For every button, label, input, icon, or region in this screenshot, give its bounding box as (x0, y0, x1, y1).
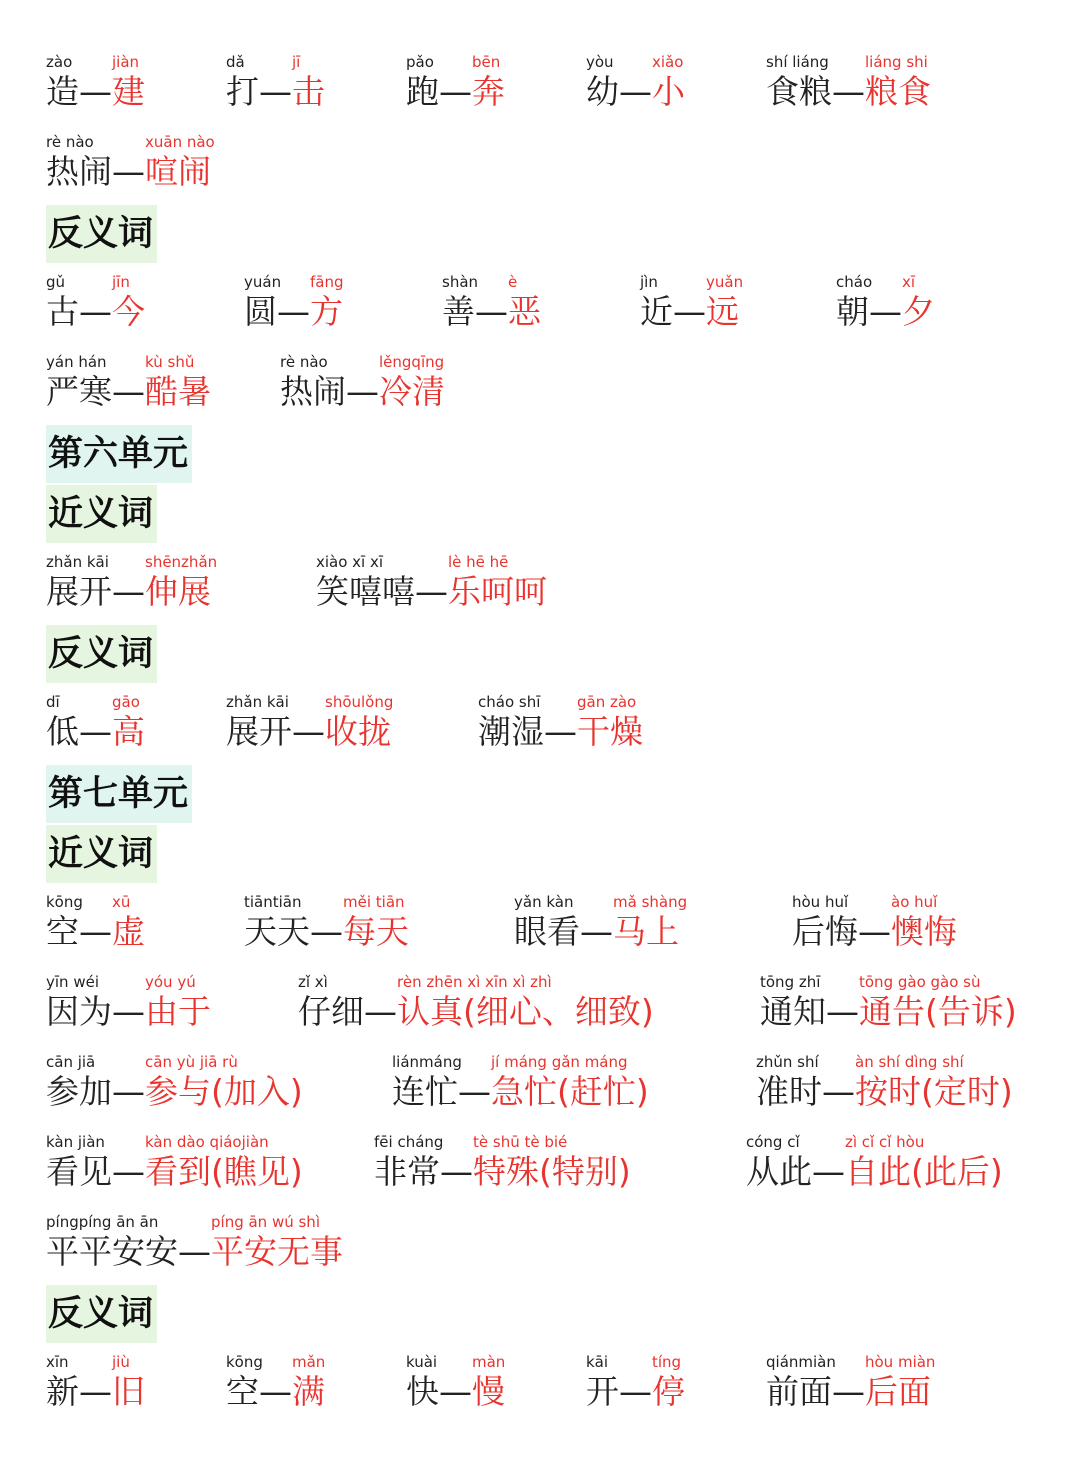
hanzi-line (374, 1151, 631, 1193)
pinyin-word2: jí máng gǎn máng (491, 1053, 628, 1071)
word2: 特殊(特别) (473, 1152, 631, 1191)
section-heading: 第七单元 (46, 765, 192, 823)
pinyin-word1: cháo shī (478, 693, 541, 711)
hanzi-line (46, 711, 145, 753)
pinyin-word2: xū (112, 893, 131, 911)
pinyin-word2: zì cǐ cǐ hòu (845, 1133, 925, 1151)
hanzi-line (46, 1151, 303, 1193)
word1: 展开 (226, 712, 292, 751)
pinyin-word2: yuǎn (706, 273, 744, 291)
dash-separator: — (310, 912, 343, 951)
word1: 新 (46, 1372, 79, 1411)
dash-separator: — (112, 992, 145, 1031)
pinyin-word1: kōng (46, 893, 83, 911)
word1: 开 (586, 1372, 619, 1411)
pinyin-word1: pǎo (406, 53, 434, 71)
word2: 击 (292, 72, 325, 111)
hanzi-line (746, 1151, 1003, 1193)
dash-separator: — (832, 72, 865, 111)
dash-separator: — (544, 712, 577, 751)
pinyin-word1: píngpíng ān ān (46, 1213, 159, 1231)
hanzi-line (46, 991, 211, 1033)
word2: 夕 (902, 292, 935, 331)
pinyin-word2: bēn (472, 53, 501, 71)
word1: 平平安安 (46, 1232, 178, 1271)
pinyin-word1: kāi (586, 1353, 609, 1371)
word2: 旧 (112, 1372, 145, 1411)
section-heading: 近义词 (46, 825, 157, 883)
word1: 热闹 (46, 152, 112, 191)
word2: 伸展 (145, 572, 211, 611)
word1: 仔细 (298, 992, 364, 1031)
pinyin-word2: yóu yú (145, 973, 196, 991)
pinyin-word2: hòu miàn (865, 1353, 936, 1371)
dash-separator: — (79, 712, 112, 751)
dash-separator: — (580, 912, 613, 951)
hanzi-line (392, 1071, 649, 1113)
hanzi-line (46, 1231, 343, 1273)
pinyin-word2: shēnzhǎn (145, 553, 218, 571)
word2: 高 (112, 712, 145, 751)
pinyin-word1: rè nào (280, 353, 328, 371)
pinyin-word2: jī (292, 53, 301, 71)
pinyin-word2: è (508, 273, 518, 291)
pinyin-word2: àn shí dìng shí (855, 1053, 964, 1071)
word1: 古 (46, 292, 79, 331)
word2: 慢 (472, 1372, 505, 1411)
word2: 酷暑 (145, 372, 211, 411)
word1: 后悔 (792, 912, 858, 951)
dash-separator: — (259, 72, 292, 111)
hanzi-line (756, 1071, 1013, 1113)
pinyin-word1: yǎn kàn (514, 893, 574, 911)
pinyin-word2: gān zào (577, 693, 637, 711)
word2: 平安无事 (211, 1232, 343, 1271)
pinyin-word1: tiāntiān (244, 893, 302, 911)
word1: 参加 (46, 1072, 112, 1111)
hanzi-line (244, 911, 409, 953)
pinyin-word1: jìn (640, 273, 658, 291)
word1: 笑嘻嘻 (316, 572, 415, 611)
word1: 近 (640, 292, 673, 331)
word1: 跑 (406, 72, 439, 111)
pinyin-word1: zhǎn kāi (226, 693, 289, 711)
pinyin-word2: mǎ shàng (613, 893, 688, 911)
word2: 喧闹 (145, 152, 211, 191)
pinyin-word1: rè nào (46, 133, 94, 151)
section-heading: 反义词 (46, 205, 157, 263)
pinyin-word2: rèn zhēn xì xīn xì zhì (397, 973, 552, 991)
hanzi-line (46, 911, 145, 953)
pinyin-word1: gǔ (46, 273, 66, 291)
word1: 朝 (836, 292, 869, 331)
hanzi-line (514, 911, 679, 953)
section-heading: 第六单元 (46, 425, 192, 483)
pinyin-word2: tōng gào gào sù (859, 973, 981, 991)
word1: 连忙 (392, 1072, 458, 1111)
word1: 前面 (766, 1372, 832, 1411)
section-heading: 反义词 (46, 625, 157, 683)
pinyin-word2: jiù (112, 1353, 130, 1371)
dash-separator: — (277, 292, 310, 331)
word2: 奔 (472, 72, 505, 111)
word1: 从此 (746, 1152, 812, 1191)
pinyin-word1: yīn wéi (46, 973, 99, 991)
dash-separator: — (458, 1072, 491, 1111)
section-heading: 近义词 (46, 485, 157, 543)
pinyin-word1: xiào xī xī (316, 553, 384, 571)
pinyin-word2: fāng (310, 273, 344, 291)
word2: 今 (112, 292, 145, 331)
word1: 热闹 (280, 372, 346, 411)
pinyin-word2: jīn (112, 273, 130, 291)
word2: 粮食 (865, 72, 931, 111)
pinyin-word2: cān yù jiā rù (145, 1053, 238, 1071)
dash-separator: — (178, 1232, 211, 1271)
word2: 小 (652, 72, 685, 111)
dash-separator: — (440, 1152, 473, 1191)
word1: 快 (406, 1372, 439, 1411)
pinyin-word1: shàn (442, 273, 479, 291)
hanzi-line (226, 1371, 325, 1413)
word2: 懊悔 (891, 912, 957, 951)
hanzi-line (46, 571, 211, 613)
hanzi-line (316, 571, 547, 613)
hanzi-line (46, 291, 145, 333)
dash-separator: — (812, 1152, 845, 1191)
pinyin-word1: zhǔn shí (756, 1053, 819, 1071)
word1: 通知 (760, 992, 826, 1031)
dash-separator: — (364, 992, 397, 1031)
pinyin-word1: zào (46, 53, 73, 71)
word2: 由于 (145, 992, 211, 1031)
hanzi-line (766, 1371, 931, 1413)
pinyin-word2: lěngqīng (379, 353, 445, 371)
pinyin-word1: kuài (406, 1353, 438, 1371)
word2: 干燥 (577, 712, 643, 751)
dash-separator: — (112, 1152, 145, 1191)
pinyin-word2: lè hē hē (448, 553, 509, 571)
pinyin-word2: xī (902, 273, 916, 291)
word2: 认真(细心、细致) (397, 992, 654, 1031)
word2: 远 (706, 292, 739, 331)
word1: 善 (442, 292, 475, 331)
hanzi-line (280, 371, 445, 413)
pinyin-word1: yòu (586, 53, 614, 71)
hanzi-line (760, 991, 1017, 1033)
hanzi-line (442, 291, 541, 333)
word1: 眼看 (514, 912, 580, 951)
pinyin-word1: cháo (836, 273, 873, 291)
pinyin-word2: gāo (112, 693, 140, 711)
dash-separator: — (826, 992, 859, 1031)
pinyin-word2: màn (472, 1353, 506, 1371)
dash-separator: — (415, 572, 448, 611)
hanzi-line (640, 291, 739, 333)
pinyin-word2: xuān nào (145, 133, 215, 151)
pinyin-word2: xiǎo (652, 53, 684, 71)
pinyin-word2: tè shū tè bié (473, 1133, 568, 1151)
word1: 食粮 (766, 72, 832, 111)
dash-separator: — (79, 292, 112, 331)
word2: 停 (652, 1372, 685, 1411)
word2: 乐呵呵 (448, 572, 547, 611)
dash-separator: — (259, 1372, 292, 1411)
word2: 收拢 (325, 712, 391, 751)
pinyin-word1: liánmáng (392, 1053, 462, 1071)
pinyin-word2: ào huǐ (891, 893, 938, 911)
word2: 按时(定时) (855, 1072, 1013, 1111)
dash-separator: — (439, 72, 472, 111)
hanzi-line (46, 1071, 303, 1113)
dash-separator: — (439, 1372, 472, 1411)
pinyin-word2: tíng (652, 1353, 682, 1371)
pinyin-word2: kù shǔ (145, 353, 195, 371)
word2: 马上 (613, 912, 679, 951)
hanzi-line (298, 991, 654, 1033)
hanzi-line (244, 291, 343, 333)
word1: 看见 (46, 1152, 112, 1191)
word2: 建 (112, 72, 145, 111)
pinyin-word1: cān jiā (46, 1053, 96, 1071)
word1: 因为 (46, 992, 112, 1031)
word1: 非常 (374, 1152, 440, 1191)
dash-separator: — (858, 912, 891, 951)
pinyin-word2: kàn dào qiáojiàn (145, 1133, 269, 1151)
dash-separator: — (619, 1372, 652, 1411)
pinyin-word1: kàn jiàn (46, 1133, 105, 1151)
word2: 参与(加入) (145, 1072, 303, 1111)
dash-separator: — (112, 152, 145, 191)
word2: 冷清 (379, 372, 445, 411)
pinyin-word2: měi tiān (343, 893, 405, 911)
pinyin-word1: yán hán (46, 353, 107, 371)
word1: 圆 (244, 292, 277, 331)
word2: 方 (310, 292, 343, 331)
word2: 通告(告诉) (859, 992, 1017, 1031)
hanzi-line (46, 151, 211, 193)
hanzi-line (46, 1371, 145, 1413)
hanzi-line (586, 1371, 685, 1413)
pinyin-word2: píng ān wú shì (211, 1213, 320, 1231)
word1: 空 (46, 912, 79, 951)
dash-separator: — (673, 292, 706, 331)
dash-separator: — (292, 712, 325, 751)
dash-separator: — (79, 1372, 112, 1411)
hanzi-line (46, 71, 145, 113)
hanzi-line (406, 1371, 505, 1413)
dash-separator: — (619, 72, 652, 111)
pinyin-word1: zǐ xì (298, 973, 328, 991)
hanzi-line (226, 711, 391, 753)
pinyin-word2: shōulǒng (325, 693, 394, 711)
pinyin-word1: hòu huǐ (792, 893, 849, 911)
hanzi-line (46, 371, 211, 413)
pinyin-word2: jiàn (112, 53, 140, 71)
word1: 严寒 (46, 372, 112, 411)
word1: 展开 (46, 572, 112, 611)
word1: 低 (46, 712, 79, 751)
word1: 潮湿 (478, 712, 544, 751)
word1: 天天 (244, 912, 310, 951)
word2: 急忙(赶忙) (491, 1072, 649, 1111)
pinyin-word1: kōng (226, 1353, 263, 1371)
word2: 看到(瞧见) (145, 1152, 303, 1191)
word1: 空 (226, 1372, 259, 1411)
pinyin-word1: cóng cǐ (746, 1133, 800, 1151)
word2: 满 (292, 1372, 325, 1411)
pinyin-word1: yuán (244, 273, 282, 291)
word1: 造 (46, 72, 79, 111)
pinyin-word2: mǎn (292, 1353, 326, 1371)
hanzi-line (226, 71, 325, 113)
dash-separator: — (79, 72, 112, 111)
pinyin-word1: shí liáng (766, 53, 829, 71)
pinyin-word1: dǎ (226, 53, 245, 71)
hanzi-line (406, 71, 505, 113)
word2: 自此(此后) (845, 1152, 1003, 1191)
word2: 每天 (343, 912, 409, 951)
dash-separator: — (475, 292, 508, 331)
word2: 虚 (112, 912, 145, 951)
hanzi-line (478, 711, 643, 753)
pinyin-word1: xīn (46, 1353, 69, 1371)
dash-separator: — (822, 1072, 855, 1111)
dash-separator: — (112, 1072, 145, 1111)
dash-separator: — (346, 372, 379, 411)
word1: 准时 (756, 1072, 822, 1111)
section-heading: 反义词 (46, 1285, 157, 1343)
word1: 幼 (586, 72, 619, 111)
pinyin-word1: fēi cháng (374, 1133, 444, 1151)
dash-separator: — (79, 912, 112, 951)
hanzi-line (766, 71, 931, 113)
pinyin-word2: liáng shi (865, 53, 928, 71)
pinyin-word1: qiánmiàn (766, 1353, 836, 1371)
pinyin-word1: dī (46, 693, 60, 711)
dash-separator: — (112, 372, 145, 411)
hanzi-line (792, 911, 957, 953)
hanzi-line (586, 71, 685, 113)
word2: 恶 (508, 292, 541, 331)
dash-separator: — (869, 292, 902, 331)
hanzi-line (836, 291, 935, 333)
word2: 后面 (865, 1372, 931, 1411)
dash-separator: — (832, 1372, 865, 1411)
word1: 打 (226, 72, 259, 111)
dash-separator: — (112, 572, 145, 611)
pinyin-word1: tōng zhī (760, 973, 821, 991)
pinyin-word1: zhǎn kāi (46, 553, 109, 571)
